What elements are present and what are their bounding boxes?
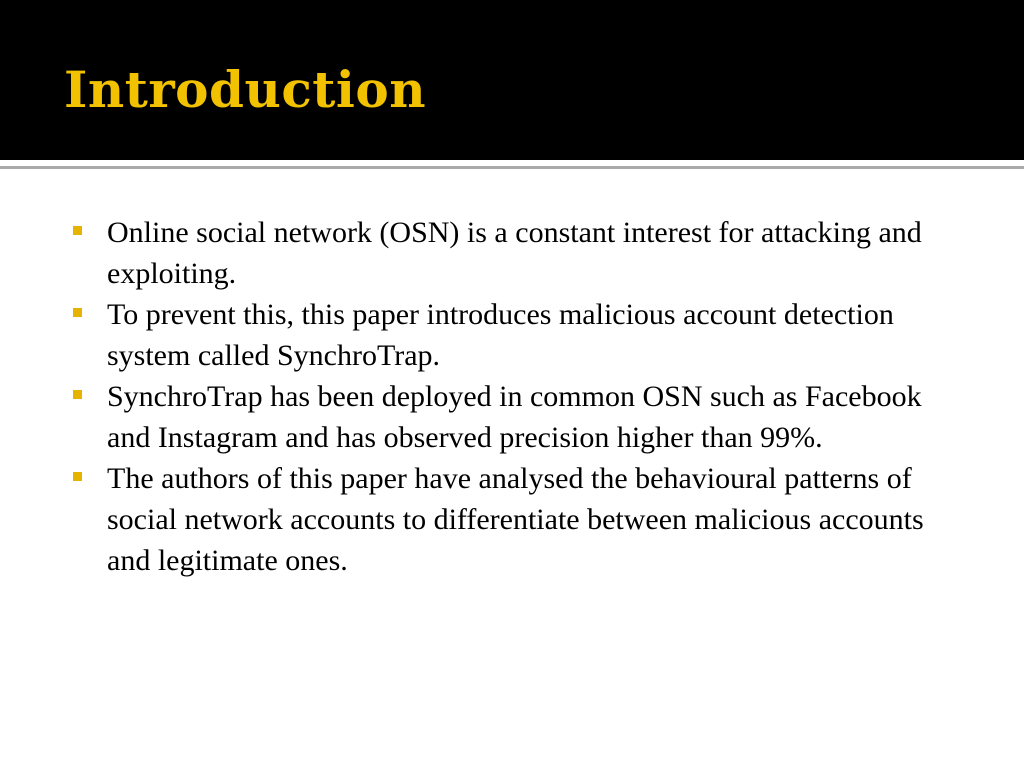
square-bullet-icon [73,308,82,317]
bullet-item [0,458,927,581]
bullet-text: The authors of this paper have analysed the behavioural patterns of social network accounts to differentiate between malicious accounts and legitimate ones. [107,462,924,577]
slide-title: Introduction [64,60,427,119]
title-divider-line [0,166,1024,169]
bullet-item [0,212,927,294]
square-bullet-icon [73,390,82,399]
square-bullet-icon [73,472,82,481]
square-bullet-icon [73,226,82,235]
bullet-item [0,376,927,458]
bullet-text: To prevent this, this paper introduces malicious account detection system called SynchroTrap. [107,298,894,372]
bullet-list [0,212,1024,581]
bullet-item [0,294,927,376]
bullet-text: SynchroTrap has been deployed in common OSN such as Facebook and Instagram and has observed precision higher than 99%. [107,380,922,454]
title-bar [0,0,1024,160]
bullet-text: Online social network (OSN) is a constant interest for attacking and exploiting. [107,216,922,290]
